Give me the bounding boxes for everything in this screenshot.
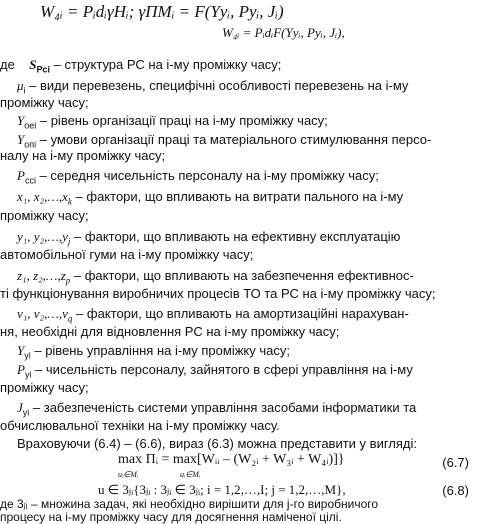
def-line-8 [0, 189, 481, 210]
symbol: P [17, 168, 25, 183]
symbol-sub: yi [24, 369, 32, 380]
definition-text: – фактори, що впливають на ефективну експлуатацію [70, 229, 401, 244]
definition-text: – фактори, що впливають на витрати пального на i-му [71, 189, 404, 204]
definition-text: – чисельність персоналу, зайнятого в сфері управління на i-му [31, 362, 413, 377]
definition-text: – фактори, що впливають на забезпечення ефективнос- [70, 268, 414, 283]
symbol: Y [17, 343, 25, 358]
equation-number: (6.8) [442, 483, 469, 498]
def-line-1 [0, 57, 481, 78]
def-line-11 [0, 247, 481, 262]
symbol-sub: oпi [24, 139, 37, 150]
symbol: Y [17, 113, 25, 128]
symbol: μ [17, 78, 24, 93]
def-line-3 [0, 95, 481, 110]
def-line-15 [0, 324, 481, 339]
definition-text: ті функціонування виробничих процесів ТО та РС на i-му проміжку часу; [0, 286, 436, 301]
symbol: Y [17, 132, 25, 147]
definition-text: – рівень управління на i-му проміжку часу; [30, 343, 290, 358]
equation-6-7 [118, 452, 345, 468]
symbol-sub: q [67, 313, 73, 324]
intro-line [0, 436, 481, 451]
definition-text: – умови організації праці та матеріального стимулювання персо- [36, 132, 432, 147]
definition-text: – структура РС на i-му проміжку часу; [50, 57, 282, 72]
definition-text: – середня чисельність персоналу на i-му проміжку часу; [35, 168, 379, 183]
symbol-sub: p [65, 275, 71, 286]
symbol: z₁, z₂,…,z [17, 268, 66, 283]
definition-text: автомобільної гуми на i-му проміжку часу; [0, 247, 254, 262]
formula-w4-substituted: W₄ᵢ = PᵢdᵢF(Yyᵢ, Pyᵢ, Jᵢ), [222, 25, 345, 40]
definition-text: – рівень організації праці на i-му проміжку часу; [36, 113, 328, 128]
symbol: y₁, y₂,…,y [17, 229, 68, 244]
symbol: P [17, 362, 25, 377]
closing-line-2: процесу на i-му проміжку часу для досягнення наміченої цілі. [0, 511, 342, 524]
definition-text: проміжку часу; [0, 95, 89, 110]
symbol: v₁, v₂,…,v [17, 306, 68, 321]
symbol: S [29, 57, 37, 72]
symbol-sub: yi [24, 350, 31, 361]
symbol: J [17, 400, 23, 415]
symbol-sub: i [23, 85, 26, 96]
definition-text: ня, необхідні для відновлення РС на i-му проміжку часу; [0, 324, 340, 339]
def-line-7 [0, 168, 481, 189]
definition-text: проміжку часу; [0, 380, 89, 395]
definition-text: – фактори, що впливають на амортизаційні нарахуван- [72, 306, 409, 321]
body-text: Враховуючи (6.4) – (6.6), вираз (6.3) можна представити у вигляді: [17, 436, 417, 451]
equation-number: (6.7) [442, 455, 469, 470]
def-line-18 [0, 380, 481, 395]
symbol-sub: k [67, 196, 72, 207]
definition-text: – забезпеченість системи управління засобами інформатики та [29, 400, 417, 415]
formula-w4-definition: W₄ᵢ = PᵢdᵢγHᵢ; γПМᵢ = F(Yyᵢ, Pyᵢ, Jᵢ) [40, 2, 284, 21]
def-line-13 [0, 286, 481, 301]
definition-text: проміжку часу; [0, 208, 89, 223]
definition-text: обчислювальної техніки на i-му проміжку часу. [0, 418, 280, 433]
def-line-6 [0, 148, 481, 163]
equation-6-8 [98, 482, 346, 498]
symbol-sub: oei [24, 120, 37, 131]
def-line-16 [0, 343, 481, 364]
definition-text: – види перевезень, специфічні особливості перевезень на i-му [25, 78, 409, 93]
symbol-sub: j [67, 236, 71, 247]
symbol-sub: Pci [36, 64, 51, 75]
equation-body: u ∈ 3ⱼᵢ{3ⱼᵢ : 3ⱼᵢ ∈ 3ⱼᵢ; i = 1,2,…,I; j = 1,2,…,M}, [98, 482, 346, 497]
definition-text: налу на i-му проміжку часу; [0, 148, 166, 163]
equation-limit-2: uᵢ∈Mᵢ [180, 470, 201, 479]
symbol-sub: yi [22, 407, 30, 418]
where-word: де [0, 57, 15, 72]
symbol: x₁, x₂,…,x [17, 189, 68, 204]
closing-line-1: де 3ⱼᵢ – множина задач, які необхідно вирішити для j-го виробничого [0, 498, 379, 511]
equation-body: max Пᵢ = max[Wᵢᵢ – (W₂ᵢ + W₃ᵢ + W₄ᵢ)]} [118, 452, 345, 467]
equation-limit-1: uᵢ∈Mᵢ [118, 470, 139, 479]
def-line-9 [0, 208, 481, 223]
symbol-sub: cci [24, 175, 36, 186]
def-line-4 [0, 113, 481, 134]
def-line-20 [0, 418, 481, 433]
